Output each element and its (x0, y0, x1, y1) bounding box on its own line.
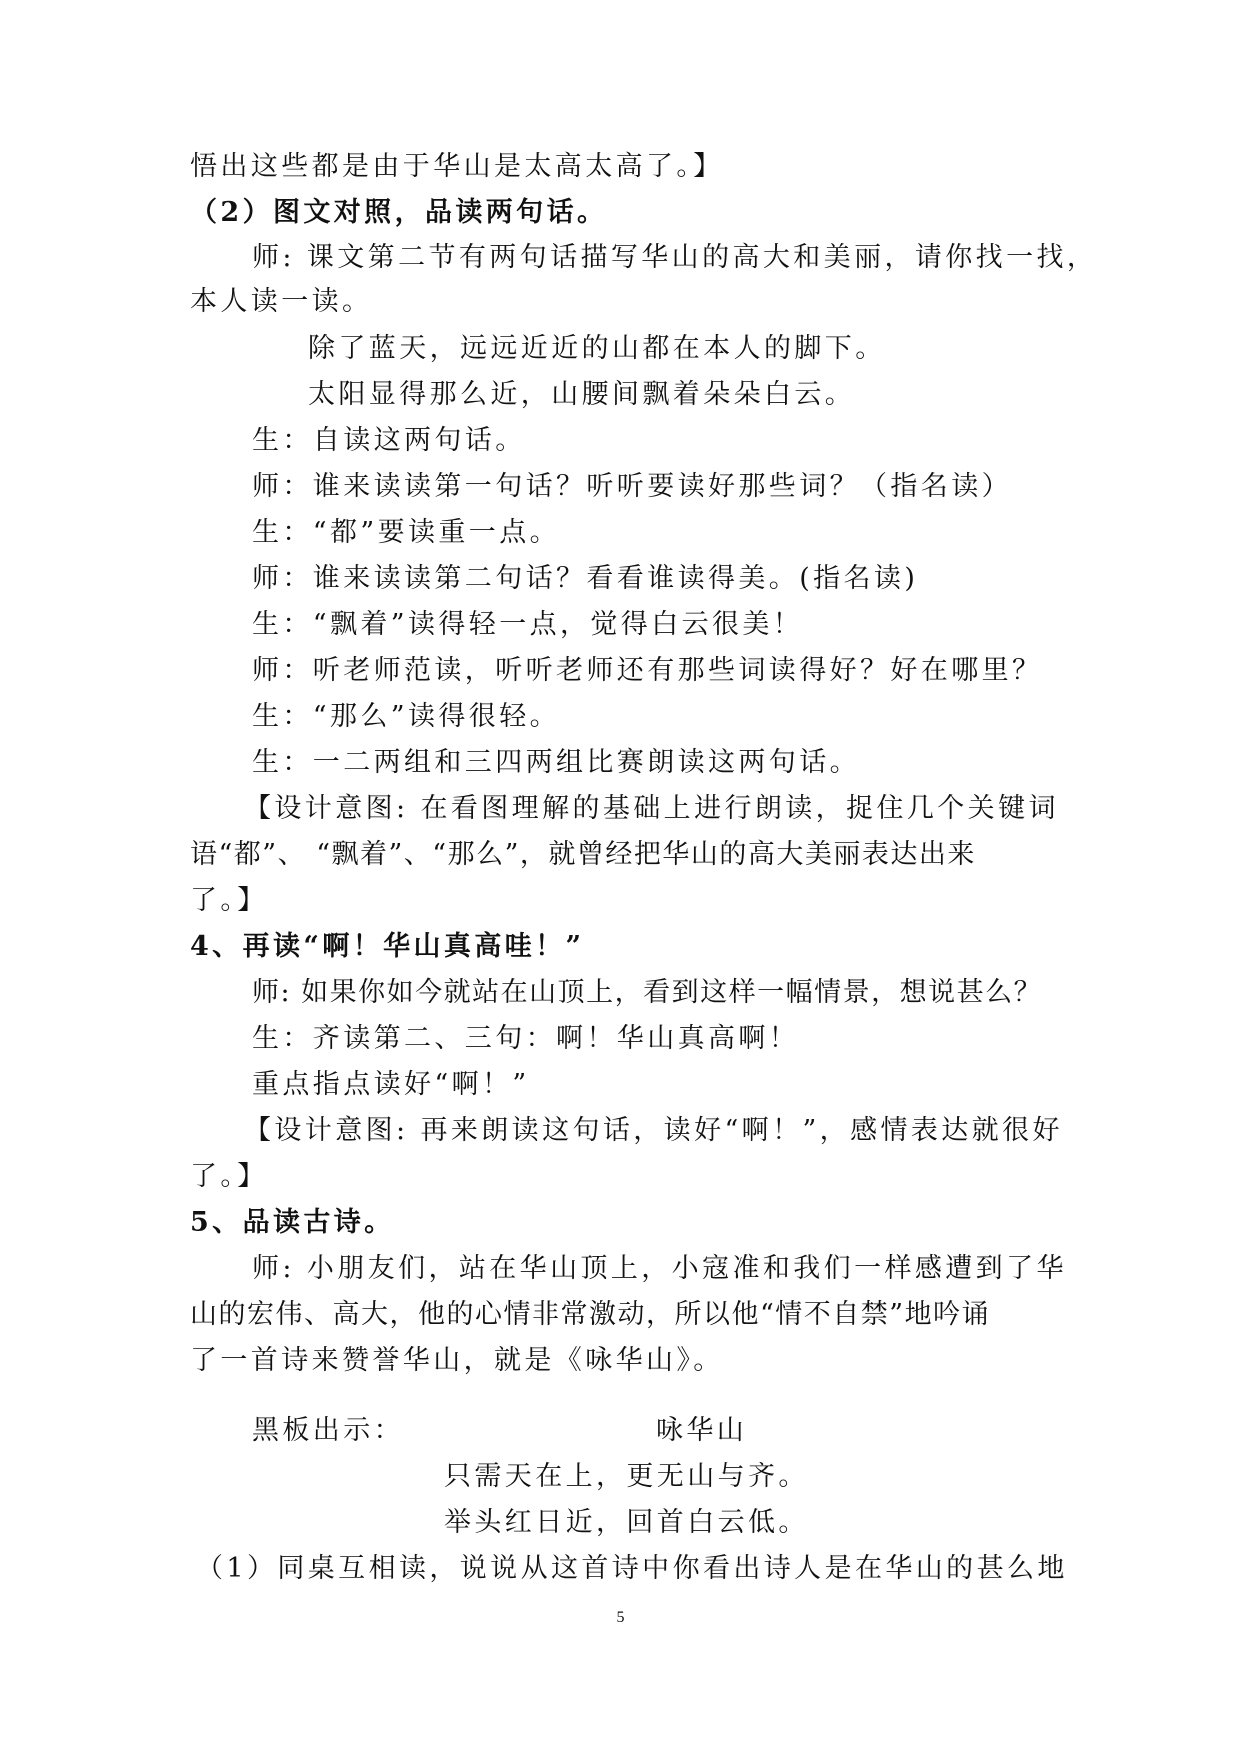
text-line: 师: 课文第二节有两句话描写华山的高大和美丽，请你找一找， (252, 242, 1098, 273)
text-line: 悟出这些都是由于华山是太高太高了。】 (190, 151, 724, 182)
text-line: 师：听老师范读，听听老师还有那些词读得好？好在哪里？ (252, 655, 1043, 686)
text-line: 生：自读这两句话。 (252, 425, 526, 456)
quote-line: 除了蓝天，远远近近的山都在本人的脚下。 (308, 333, 886, 364)
text-line: 生：“都”要读重一点。 (252, 517, 561, 548)
text-line: 师：谁来读读第二句话？看看谁读得美。(指名读) (252, 563, 919, 594)
section-heading: （2）图文对照，品读两句话。 (190, 197, 608, 228)
poem-line: 只需天在上，更无山与齐。 (444, 1461, 809, 1492)
text-line: 山的宏伟、高大，他的心情非常激动，所以他“情不自禁”地吟诵 (190, 1299, 991, 1330)
quote-line: 太阳显得那么近，山腰间飘着朵朵白云。 (308, 379, 856, 410)
design-note: 了。】 (190, 885, 268, 916)
poem-title: 咏华山 (656, 1415, 748, 1446)
text-line: 生：齐读第二、三句：啊！华山真高啊！ (252, 1023, 800, 1054)
section-heading: 5、品读古诗。 (190, 1207, 395, 1238)
text-line: 本人读一读。 (190, 286, 373, 317)
page-number: 5 (616, 1609, 625, 1626)
blackboard-label: 黑板出示： (252, 1415, 404, 1446)
design-note: 语“都”、 “飘着”、“那么”，就曾经把华山的高大美丽表达出来 (190, 839, 976, 870)
text-line: 了一首诗来赞誉华山，就是《咏华山》。 (190, 1345, 724, 1376)
text-line: 生：“飘着”读得轻一点，觉得白云很美！ (252, 609, 804, 640)
text-line: 师: 小朋友们，站在华山顶上，小寇准和我们一样感遭到了华 (252, 1253, 1067, 1284)
text-line: （1）同桌互相读，说说从这首诗中你看出诗人是在华山的甚么地 (196, 1553, 1068, 1584)
text-line: 师：谁来读读第一句话？听听要读好那些词？（指名读） (252, 471, 1012, 502)
text-line: 师: 如果你如今就站在山顶上，看到这样一幅情景，想说甚么？ (252, 977, 1043, 1008)
design-note: 【设计意图: 再来朗读这句话，读好“啊！”，感情表达就很好 (244, 1115, 1063, 1146)
design-note: 【设计意图: 在看图理解的基础上进行朗读，捉住几个关键词 (244, 793, 1059, 824)
text-line: 生：“那么”读得很轻。 (252, 701, 561, 732)
poem-line: 举头红日近，回首白云低。 (444, 1507, 809, 1538)
text-line: 生：一二两组和三四两组比赛朗读这两句话。 (252, 747, 860, 778)
design-note: 了。】 (190, 1161, 268, 1192)
text-line: 重点指点读好“啊！” (252, 1069, 530, 1100)
section-heading: 4、再读“啊！华山真高哇！” (190, 931, 585, 962)
